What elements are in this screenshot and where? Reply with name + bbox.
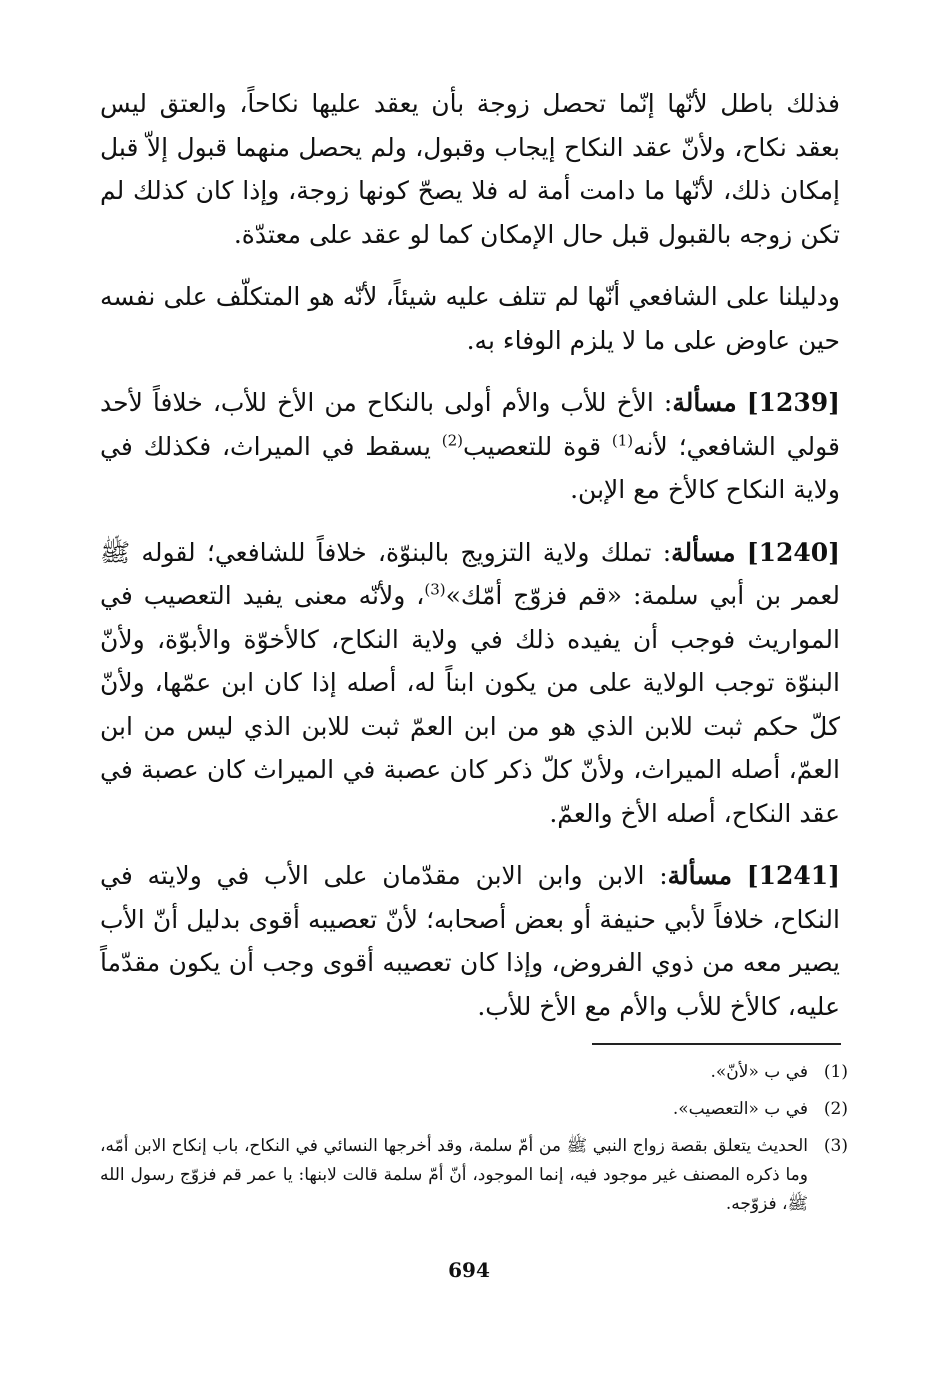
text-segment: فذلك باطل لأنّها إنّما تحصل زوجة بأن يعقد عليها نكاحاً، والعتق ليس بعقد نكاح، ولأنّ عقد النكاح إيجاب وقبول، ولم يحصل منهما قبول إلاّ قبل إمكان ذلك، لأنّها ما دامت أمة له فلا يصحّ كونها زوجة، وإذا كان كذلك لم تكن زوجه بالقبول قبل حال الإمكان كما لو عقد على معتدّة. [100, 89, 840, 249]
issue-number: [1239] [746, 388, 840, 417]
footnote-marker[interactable]: (1) [611, 431, 634, 450]
text-segment: قوة للتعصيب [463, 431, 612, 461]
main-text [100, 82, 840, 1028]
footnote-number: (2) [823, 1099, 848, 1119]
footnote-number: (1) [823, 1062, 848, 1082]
page-number: 694 [448, 1258, 490, 1282]
issue-number: [1240] [746, 537, 841, 567]
footnote-text: في ب «لأنّ». [710, 1062, 808, 1082]
issue-number: [1241] [746, 861, 840, 890]
issue-heading: مسألة [672, 388, 737, 417]
footnote [100, 1132, 848, 1219]
footnote-marker[interactable]: (2) [441, 431, 464, 450]
paragraph [100, 82, 840, 256]
footnote-number: (3) [823, 1136, 848, 1156]
footnote-text: في ب «التعصيب». [672, 1099, 808, 1119]
paragraph [100, 381, 840, 512]
text-segment: ودليلنا على الشافعي أنّها لم تتلف عليه شيئاً، لأنّه هو المتكلّف على نفسه حين عاوض على ما لا يلزم الوفاء به. [100, 282, 840, 355]
footnotes [100, 1058, 848, 1227]
text-segment: ، ولأنّه معنى يفيد التعصيب في المواريث فوجب أن يفيده ذلك في ولاية النكاح، كالأخوّة والأبوّة، ولأنّ البنوّة توجب الولاية على من يكون ابناً له، أصله إذا كان ابن عمّها، ولأنّ كلّ حكم ثبت للابن الذي هو من ابن العمّ ثبت للابن الذي ليس من ابن العمّ، أصله الميراث، ولأنّ كلّ ذكر كان عصبة في الميراث كان عصبة في عقد النكاح، أصله الأخ والعمّ. [100, 581, 840, 828]
issue-heading: مسألة [667, 861, 732, 890]
paragraph [100, 854, 840, 1028]
text-segment: : تملك ولاية التزويج بالبنوّة، خلافاً للشافعي؛ لقوله ﷺ لعمر بن أبي سلمة: «قم فزوّج أمّك» [100, 537, 840, 610]
footnote-text: الحديث يتعلق بقصة زواج النبي ﷺ من أمّ سلمة، وقد أخرجها النسائي في النكاح، باب إنكاح الابن أمّه، وما ذكره المصنف غير موجود فيه، إنما الموجود، أنّ أمّ سلمة قالت لابنها: يا عمر قم فزوّج رسول الله ﷺ، فزوّجه. [100, 1136, 808, 1214]
footnote [100, 1058, 848, 1087]
issue-heading: مسألة [671, 537, 736, 567]
text-segment: : الأخ للأب والأم أولى بالنكاح من الأخ للأب، خلافاً لأحد قولي الشافعي؛ لأنه [100, 388, 840, 461]
paragraph [100, 531, 840, 836]
text-segment: يسقط في الميراث، فكذلك في ولاية النكاح كالأخ مع الإبن. [100, 431, 840, 504]
footnote-marker[interactable]: (3) [424, 580, 446, 599]
paragraph [100, 275, 840, 362]
footnote [100, 1095, 848, 1124]
text-segment: : الابن وابن الابن مقدّمان على الأب في ولايته في النكاح، خلافاً لأبي حنيفة أو بعض أصحابه؛ لأنّ تعصيبه أقوى بدليل أنّ الأب يصير معه من ذوي الفروض، وإذا كان تعصيبه أقوى وجب أن يكون مقدّماً عليه، كالأخ للأب والأم مع الأخ للأب. [100, 861, 840, 1021]
footnote-separator [592, 1043, 841, 1045]
